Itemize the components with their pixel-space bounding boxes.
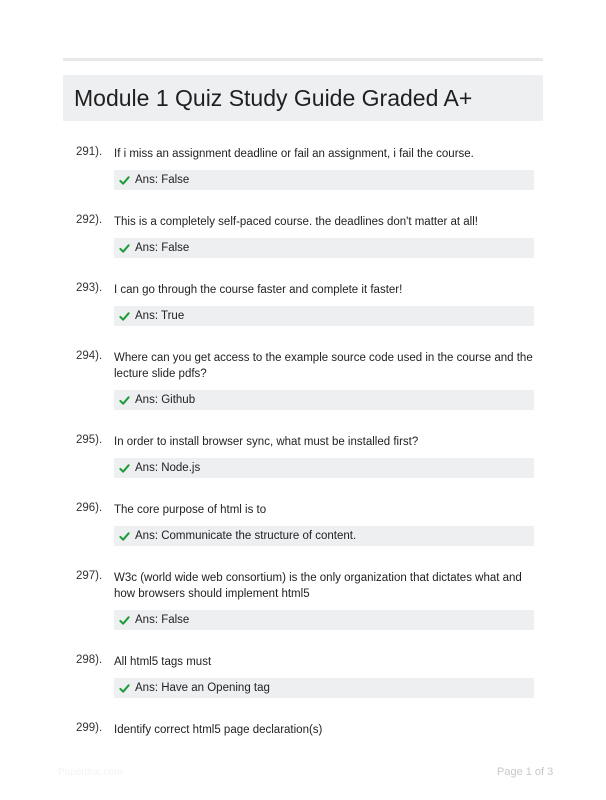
check-icon [119,615,130,626]
title-banner [63,75,543,121]
check-icon [119,463,130,474]
question-text: This is a completely self-paced course. the deadlines don't matter at all! [114,216,478,228]
page-number: Page 1 of 3 [497,766,554,778]
answer-text: Ans: Have an Opening tag [135,682,270,694]
answer-box [114,610,534,630]
answer-box [114,238,534,258]
answer-box [114,458,534,478]
question-number: 295). [76,434,103,446]
check-icon [119,175,130,186]
answer-box [114,526,534,546]
answer-text: Ans: False [135,242,190,254]
question-text: All html5 tags must [114,656,212,668]
answer-text: Ans: True [135,310,185,322]
answer-box [114,390,534,410]
answer-text: Ans: False [135,174,190,186]
check-icon [119,311,130,322]
answer-text: Ans: Node.js [135,462,201,474]
question-number: 297). [76,570,103,582]
question-text: In order to install browser sync, what must be installed first? [114,436,419,448]
answer-text: Ans: Communicate the structure of content. [135,530,357,542]
check-icon [119,243,130,254]
question-number: 296). [76,502,103,514]
question-text: If i miss an assignment deadline or fail an assignment, i fail the course. [114,148,474,160]
question-number: 292). [76,214,103,226]
answer-text: Ans: False [135,614,190,626]
question-text: W3c (world wide web consortium) is the only organization that dictates what and how browsers should implement html5 [114,572,522,600]
answer-text: Ans: Github [135,394,196,406]
question-number: 298). [76,654,103,666]
answer-box [114,170,534,190]
check-icon [119,683,130,694]
question-text: Where can you get access to the example source code used in the course and the lecture slide pdfs? [114,352,533,380]
top-divider [63,58,543,61]
question-text: Identify correct html5 page declaration(s) [114,724,323,736]
question-text: The core purpose of html is to [114,504,267,516]
footer-watermark: Paperdoc.com [58,767,123,778]
question-number: 299). [76,722,103,734]
question-text: I can go through the course faster and complete it faster! [114,284,403,296]
question-number: 294). [76,350,103,362]
check-icon [119,395,130,406]
page-title: Module 1 Quiz Study Guide Graded A+ [74,84,473,111]
answer-box [114,678,534,698]
question-number: 293). [76,282,103,294]
answer-box [114,306,534,326]
check-icon [119,531,130,542]
question-number: 291). [76,146,103,158]
